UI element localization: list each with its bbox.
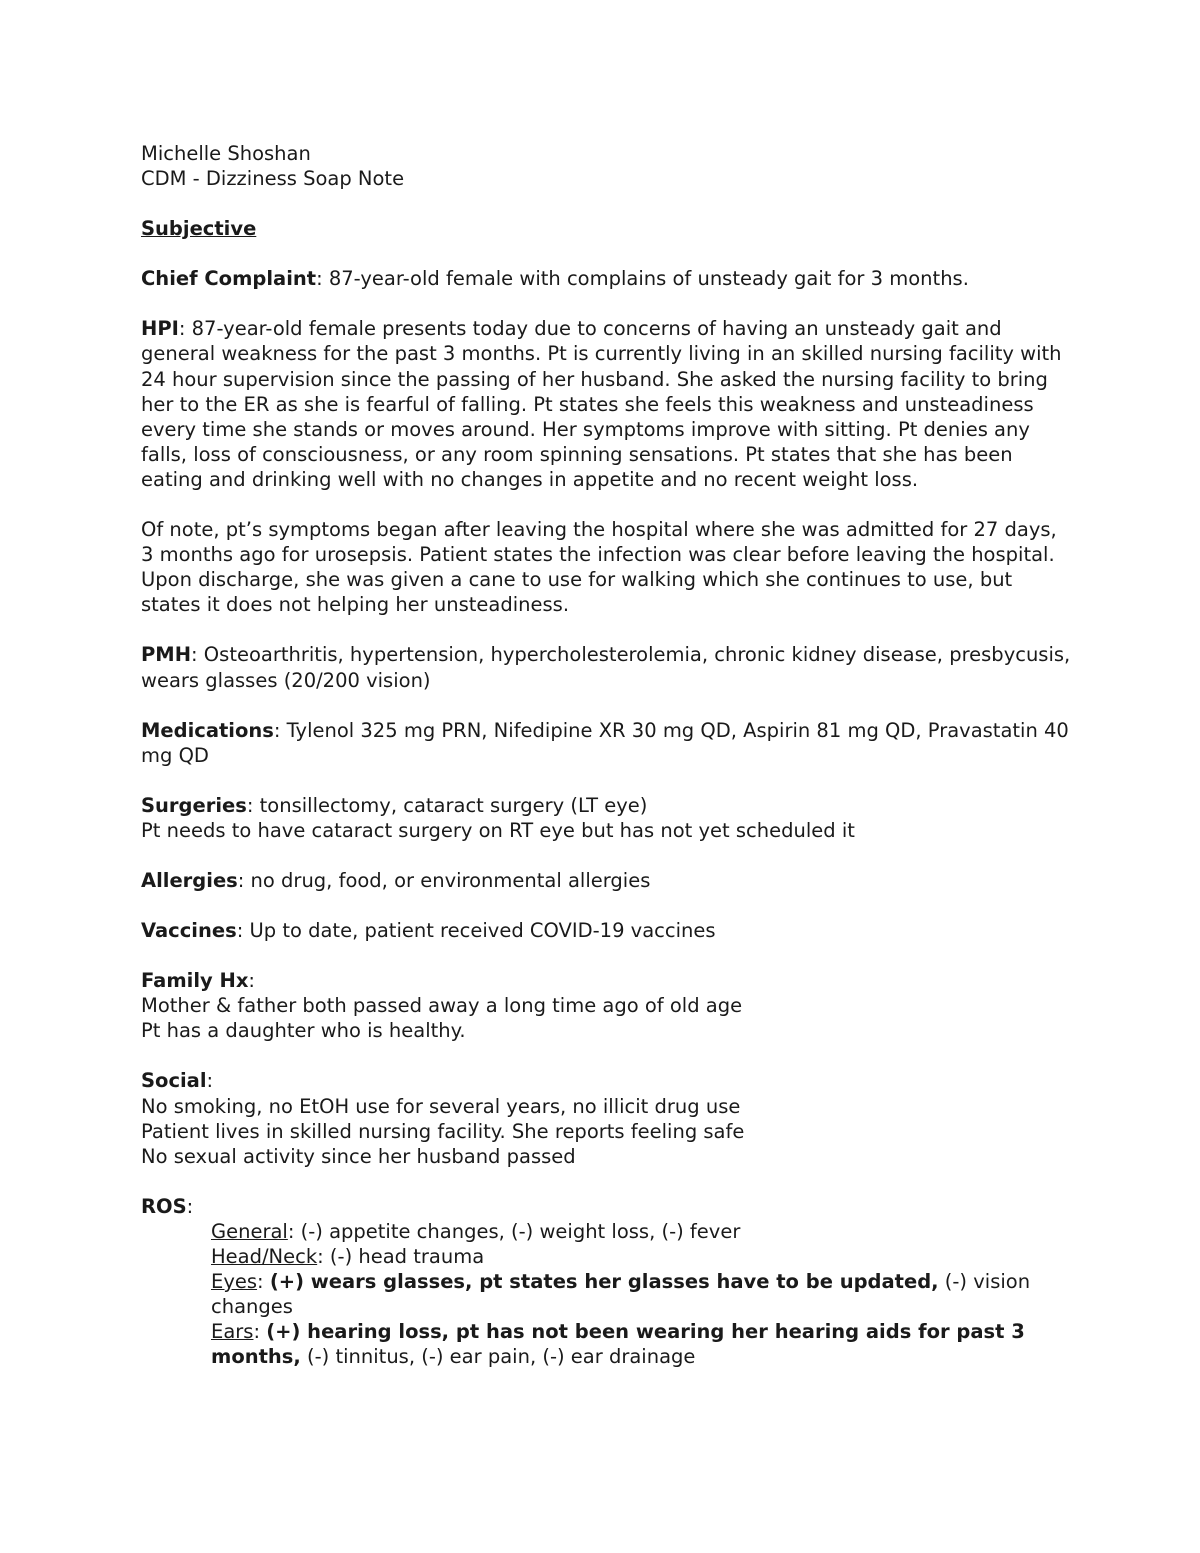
vaccines-paragraph [141, 918, 1071, 943]
social-sep: : [206, 1069, 214, 1093]
chief-complaint-sep: : [316, 267, 323, 291]
hpi-text: 87-year-old female presents today due to concerns of having an unsteady gait and general weakness for the past 3 months. Pt is currently living in an skilled nursing facility with 24 hour supervision since the passing of her husband. She asked the nursing facility to bring her to the ER as she is fearful of falling. Pt states she feels this weakness and unsteadiness every time she stands or moves around. Her symptoms improve with sitting. Pt denies any falls, loss of consciousness, or any room spinning sensations. Pt states that she has been eating and drinking well with no changes in appetite and no recent weight loss. [141, 317, 1062, 491]
family-hx-label: Family Hx [141, 969, 249, 993]
surgeries-paragraph [141, 793, 1071, 818]
ros-eyes-label: Eyes [211, 1270, 258, 1294]
chief-complaint-paragraph [141, 266, 1071, 291]
hpi-sep: : [178, 317, 186, 341]
pmh-text: Osteoarthritis, hypertension, hypercholesterolemia, chronic kidney disease, presbycusis, wears glasses (20/200 vision) [141, 643, 1071, 692]
ros-head-neck-label: Head/Neck [211, 1245, 318, 1268]
ros-item-eyes [211, 1269, 1071, 1319]
ros-ears-bold: (+) hearing loss, pt has not been wearing her hearing aids for past 3 months, [211, 1320, 1025, 1369]
surgeries-sep: : [246, 793, 254, 817]
ros-item-head-neck [211, 1244, 1071, 1269]
document-title: CDM - Dizziness Soap Note [141, 167, 405, 191]
pmh-paragraph [141, 642, 1071, 692]
medications-paragraph [141, 718, 1071, 768]
allergies-paragraph [141, 868, 1071, 893]
vaccines-text: Up to date, patient received COVID-19 vaccines [243, 919, 716, 943]
allergies-label: Allergies [141, 868, 238, 892]
ros-item-general [211, 1219, 1071, 1244]
hpi-paragraph [141, 316, 1071, 492]
family-hx-sep: : [248, 969, 255, 993]
chief-complaint-text: 87-year-old female with complains of unsteady gait for 3 months. [322, 267, 969, 291]
ros-ears-text: (-) tinnitus, (-) ear pain, (-) ear drainage [300, 1345, 696, 1369]
ros-general-text: : (-) appetite changes, (-) weight loss, (-) fever [287, 1219, 741, 1243]
ros-eyes-text: (-) vision changes [211, 1270, 1031, 1319]
ros-eyes-pre: : [257, 1270, 270, 1294]
social-line: No sexual activity since her husband passed [141, 1144, 576, 1168]
surgeries-label: Surgeries [141, 793, 247, 817]
surgeries-text: tonsillectomy, cataract surgery (LT eye) [253, 793, 648, 817]
family-hx-line: Pt has a daughter who is healthy. [141, 1019, 466, 1043]
ros-general-label: General [211, 1219, 288, 1243]
social-line: Patient lives in skilled nursing facility. She reports feeling safe [141, 1119, 745, 1143]
ros-ears-label: Ears [211, 1320, 254, 1344]
section-heading-subjective: Subjective [141, 217, 257, 241]
vaccines-label: Vaccines [141, 919, 237, 943]
medications-text: Tylenol 325 mg PRN, Nifedipine XR 30 mg QD, Aspirin 81 mg QD, Pravastatin 40 mg QD [141, 718, 1069, 767]
ros-ears-pre: : [253, 1320, 267, 1344]
ros-item-ears [211, 1319, 1071, 1369]
ros-label: ROS [141, 1194, 187, 1218]
social-line: No smoking, no EtOH use for several years, no illicit drug use [141, 1094, 741, 1118]
vaccines-sep: : [236, 919, 244, 943]
family-hx-heading [141, 968, 1071, 993]
pmh-sep: : [191, 643, 198, 667]
ros-list [141, 1219, 1071, 1370]
social-heading [141, 1068, 1071, 1093]
ros-head-neck-text: : (-) head trauma [317, 1245, 485, 1268]
family-hx-line: Mother & father both passed away a long time ago of old age [141, 994, 743, 1018]
chief-complaint-label: Chief Complaint [141, 267, 317, 291]
allergies-text: no drug, food, or environmental allergies [244, 868, 651, 892]
allergies-sep: : [237, 868, 245, 892]
ros-eyes-bold: (+) wears glasses, pt states her glasses have to be updated, [269, 1270, 939, 1294]
hpi-note-paragraph: Of note, pt’s symptoms began after leaving the hospital where she was admitted for 27 days, 3 months ago for urosepsis. Patient states the infection was clear before leaving the hospital. Upon discharge, she was given a cane to use for walking which she continues to use, but states it does not helping her unsteadiness. [141, 518, 1057, 617]
social-label: Social [141, 1069, 207, 1093]
medications-label: Medications [141, 718, 274, 742]
ros-heading [141, 1194, 1071, 1219]
ros-sep: : [186, 1194, 194, 1218]
pmh-label: PMH [141, 643, 192, 667]
author-name: Michelle Shoshan [141, 142, 311, 165]
medications-sep: : [273, 718, 281, 742]
surgeries-line-2: Pt needs to have cataract surgery on RT eye but has not yet scheduled it [141, 818, 855, 842]
hpi-label: HPI [141, 317, 179, 341]
document-content [141, 141, 1071, 1369]
